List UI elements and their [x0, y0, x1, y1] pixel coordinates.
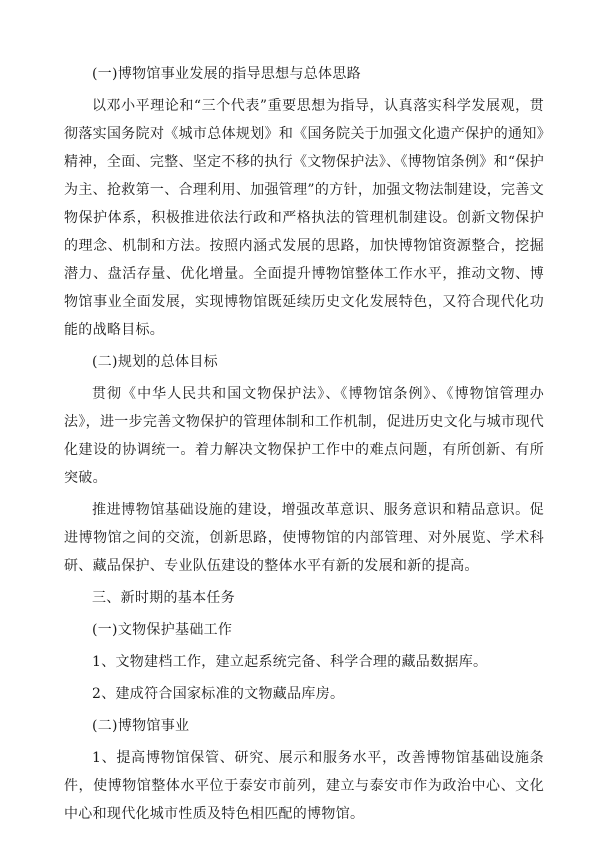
- section-heading-guiding-thought: (一)博物馆事业发展的指导思想与总体思路: [92, 66, 361, 82]
- paragraph-task-storage: 2、建成符合国家标准的文物藏品库房。: [92, 686, 345, 702]
- section-heading-relic-protection: (一)文物保护基础工作: [92, 622, 233, 638]
- paragraph-overall-goal-2: 推进博物馆基础设施的建设，增强改革意识、服务意识和精品意识。促进博物馆之间的交流，创新思路，使博物馆的内部管理、对外展览、学术科研、藏品保护、专业队伍建设的整体水平有新的发展和新的提高。: [64, 502, 544, 574]
- section-heading-basic-tasks: 三、新时期的基本任务: [92, 590, 235, 606]
- section-heading-overall-goal: (二)规划的总体目标: [92, 354, 218, 370]
- paragraph-task-museum-level: 1、提高博物馆保管、研究、展示和服务水平，改善博物馆基础设施条件，使博物馆整体水平位于泰安市前列，建立与泰安市作为政治中心、文化中心和现代化城市性质及特色相匹配的博物馆。: [64, 750, 544, 822]
- document-page: [64, 60, 544, 828]
- paragraph-overall-goal-1: 贯彻《中华人民共和国文物保护法》、《博物馆条例》、《博物馆管理办法》，进一步完善文物保护的管理体制和工作机制，促进历史文化与城市现代化建设的协调统一。着力解决文物保护工作中的难点问题，有所创新、有所突破。: [64, 386, 544, 486]
- paragraph-guiding-thought: 以邓小平理论和“三个代表”重要思想为指导，认真落实科学发展观，贯彻落实国务院对《城市总体规划》和《国务院关于加强文化遗产保护的通知》精神，全面、完整、坚定不移的执行《文物保护法》、《博物馆条例》和“保护为主、抢救第一、合理利用、加强管理”的方针，加强文物法制建设，完善文物保护体系，积极推进依法行政和严格执法的管理机制建设。创新文物保护的理念、机制和方法。按照内涵式发展的思路，加快博物馆资源整合，挖掘潜力、盘活存量、优化增量。全面提升博物馆整体工作水平，推动文物、博物馆事业全面发展，实现博物馆既延续历史文化发展特色，又符合现代化功能的战略目标。: [64, 98, 544, 338]
- paragraph-task-archive: 1、文物建档工作，建立起系统完备、科学合理的藏品数据库。: [92, 654, 488, 670]
- section-heading-museum-work: (二)博物馆事业: [92, 718, 190, 734]
